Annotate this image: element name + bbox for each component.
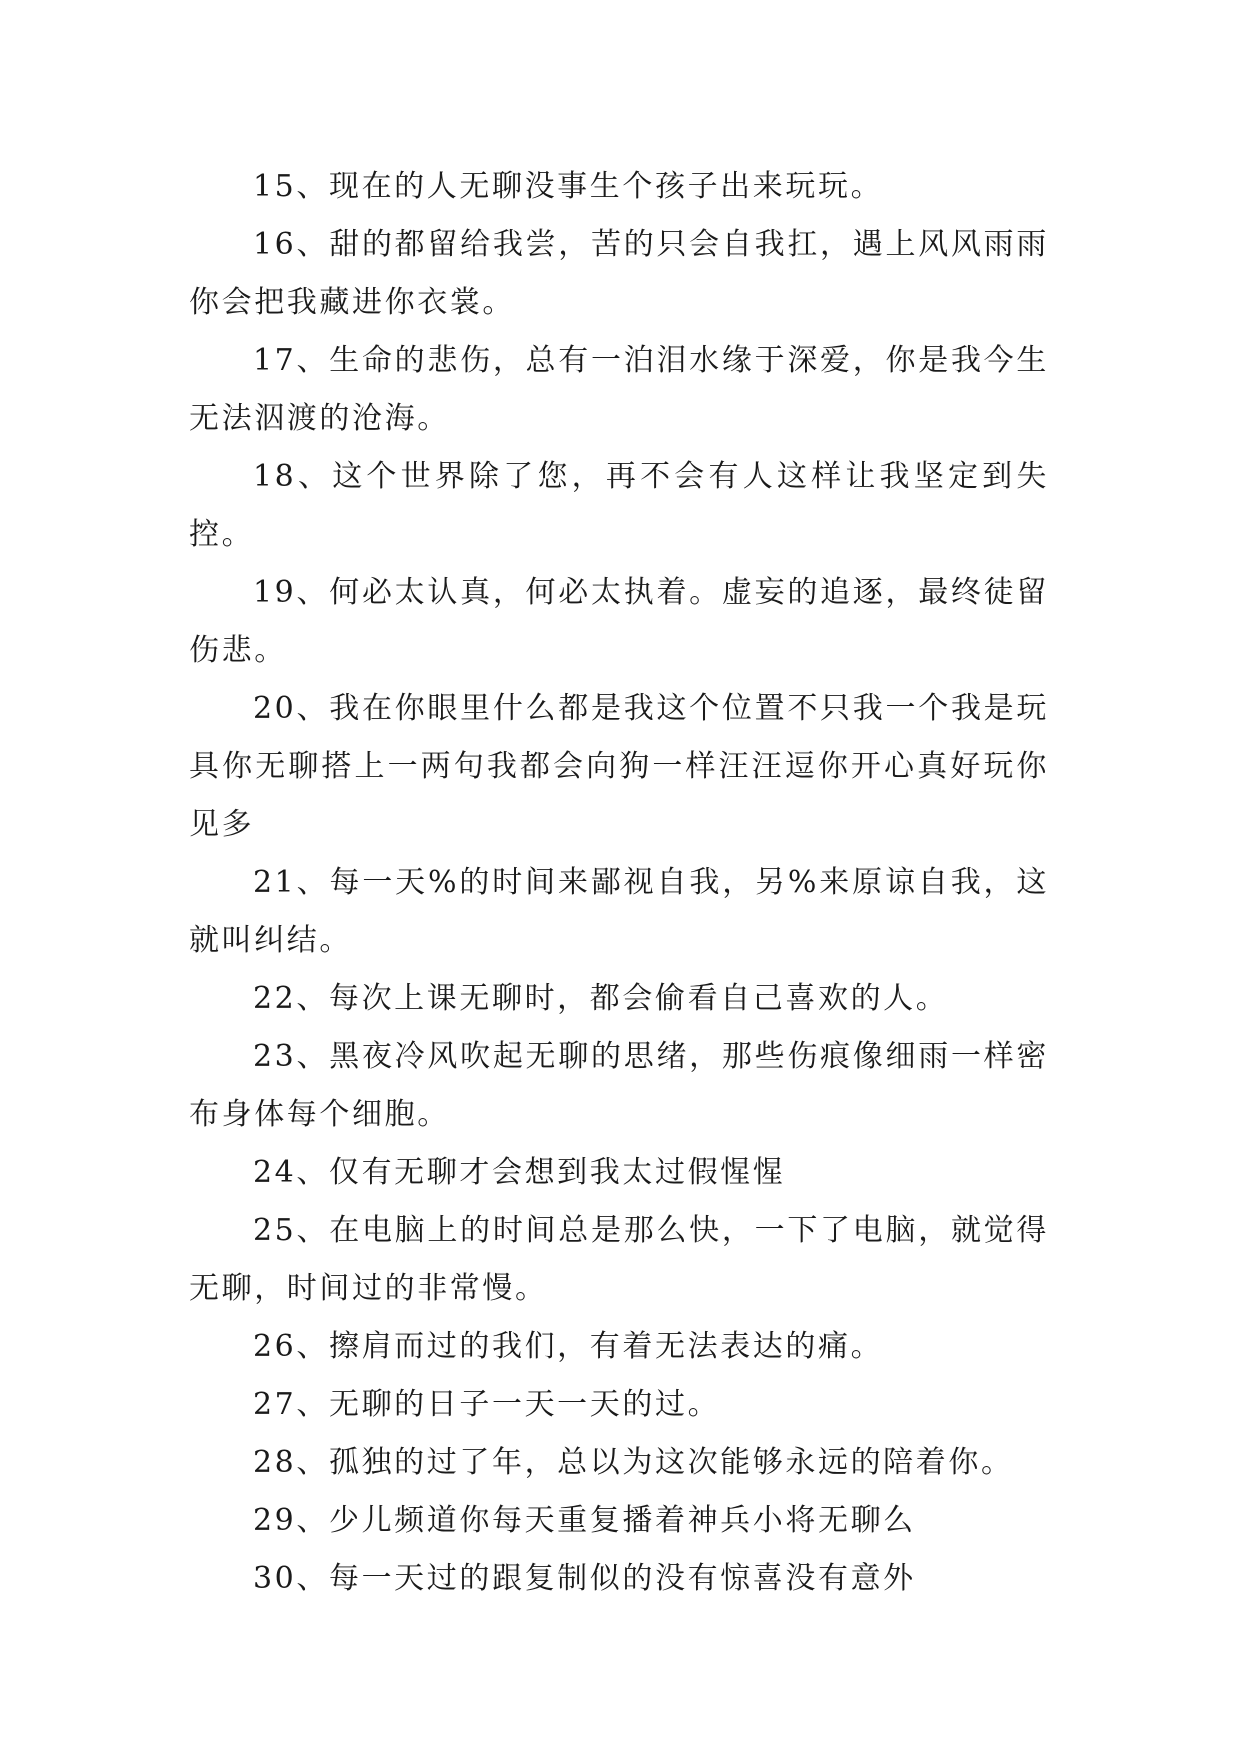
- paragraph-28: 28、孤独的过了年，总以为这次能够永远的陪着你。: [253, 1445, 1014, 1480]
- document-body: [189, 158, 1049, 1608]
- paragraph-29: 29、少儿频道你每天重复播着神兵小将无聊么: [253, 1503, 916, 1538]
- paragraph-22: 22、每次上课无聊时，都会偷看自己喜欢的人。: [253, 981, 949, 1016]
- paragraph-30: 30、每一天过的跟复制似的没有惊喜没有意外: [253, 1561, 916, 1596]
- paragraph-21: 21、每一天%的时间来鄙视自我，另%来原谅自我，这就叫纠结。: [189, 865, 1049, 958]
- paragraph-25: 25、在电脑上的时间总是那么快，一下了电脑，就觉得无聊，时间过的非常慢。: [189, 1213, 1049, 1306]
- paragraph-15: 15、现在的人无聊没事生个孩子出来玩玩。: [253, 169, 884, 204]
- paragraph-27: 27、无聊的日子一天一天的过。: [253, 1387, 721, 1422]
- paragraph-18: 18、这个世界除了您，再不会有人这样让我坚定到失控。: [189, 459, 1049, 552]
- paragraph-20: 20、我在你眼里什么都是我这个位置不只我一个我是玩具你无聊搭上一两句我都会向狗一样汪汪逗你开心真好玩你见多: [189, 691, 1049, 842]
- paragraph-24: 24、仅有无聊才会想到我太过假惺惺: [253, 1155, 786, 1190]
- paragraph-19: 19、何必太认真，何必太执着。虚妄的追逐，最终徒留伤悲。: [189, 575, 1049, 668]
- paragraph-17: 17、生命的悲伤，总有一泊泪水缘于深爱，你是我今生无法泅渡的沧海。: [189, 343, 1049, 436]
- paragraph-16: 16、甜的都留给我尝，苦的只会自我扛，遇上风风雨雨你会把我藏进你衣裳。: [189, 227, 1049, 320]
- paragraph-26: 26、擦肩而过的我们，有着无法表达的痛。: [253, 1329, 884, 1364]
- paragraph-23: 23、黑夜冷风吹起无聊的思绪，那些伤痕像细雨一样密布身体每个细胞。: [189, 1039, 1049, 1132]
